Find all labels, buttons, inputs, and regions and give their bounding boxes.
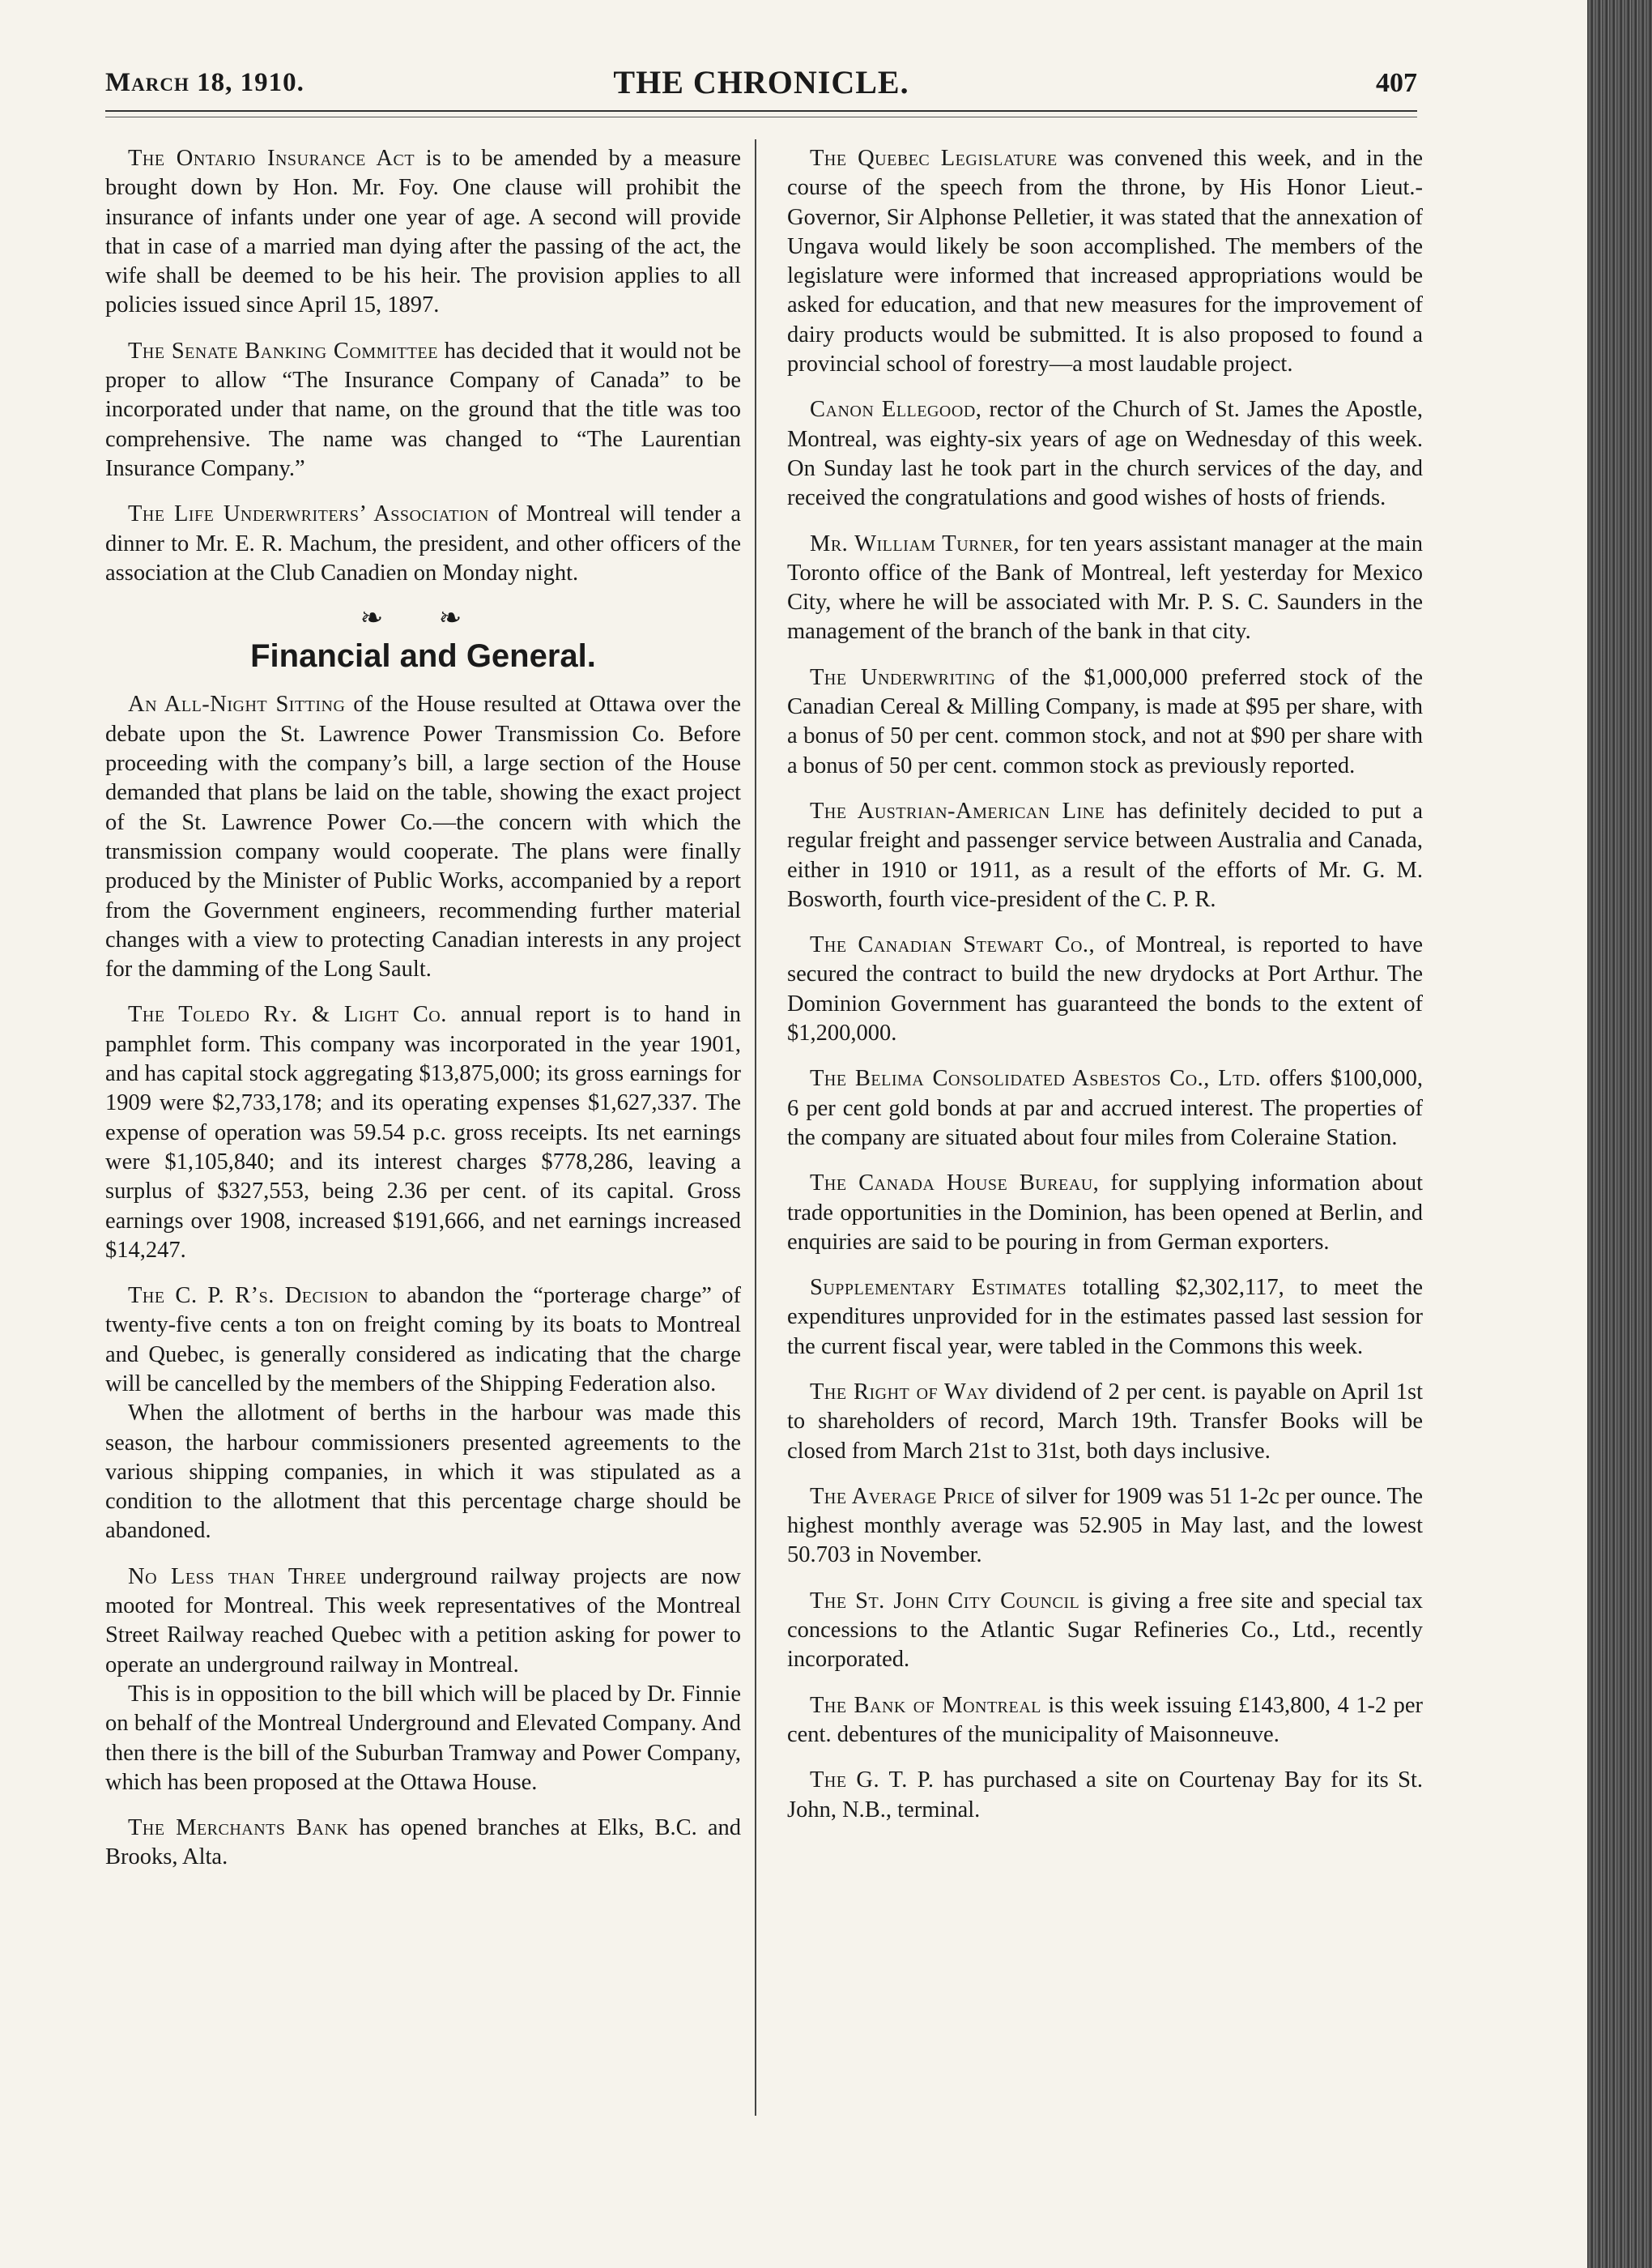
financial-general-items <box>105 690 741 1872</box>
news-item <box>105 1000 741 1265</box>
news-item <box>787 1273 1423 1362</box>
page-header <box>105 63 1417 104</box>
news-item-lead: Supplementary Estimates <box>810 1275 1067 1301</box>
news-item-text: offers $100,000, 6 per cent gold bonds at par and accrued interest. The properties of the company are situated about four miles from Coleraine Station. <box>787 1066 1423 1150</box>
news-item <box>105 1399 741 1545</box>
news-item <box>787 1064 1423 1153</box>
news-item-lead: An All-Night Sitting <box>128 692 346 718</box>
news-item-text: of the House resulted at Ottawa over the debate upon the St. Lawrence Power Transmission Co. Before proceeding with the company’s bill, a large section of the House demanded that plans be laid on the table, showing the exact project of the St. Lawrence Power Co.—the concern with which the transmission company would cooperate. The plans were finally produced by the Minister of Public Works, accompanied by a report from the Government engineers, recommending further material changes with a view to protecting Canadian interests in any project for the damming of the Long Sault. <box>105 692 741 983</box>
left-column-items <box>105 144 741 588</box>
right-column <box>787 144 1423 1841</box>
news-item-text: This is in opposition to the bill which will be placed by Dr. Finnie on behalf of the Montreal Underground and Elevated Company. And then there is the bill of the Suburban Tramway and Power Company, which has been proposed at the Ottawa House. <box>105 1681 741 1795</box>
news-item-lead: The Merchants Bank <box>128 1815 349 1841</box>
news-item-text: of Montreal will tender a dinner to Mr. E. R. Machum, the president, and other officers of the association at the Club Canadien on Monday night. <box>105 501 741 586</box>
book-page-edges <box>1587 0 1652 2268</box>
news-item-lead: The C. P. R’s. Decision <box>128 1283 369 1309</box>
section-ornament: ❧ ❧ <box>360 603 487 634</box>
news-item-lead: The Belima Consolidated Asbestos Co., Ltd. <box>810 1066 1262 1092</box>
news-item-text: has decided that it would not be proper to allow “The Insurance Company of Canada” to be incorporated under that name, on the ground that the title was too comprehensive. The name was changed to “The Laurentian Insurance Company.” <box>105 338 741 481</box>
news-item <box>787 797 1423 914</box>
issue-date: March 18, 1910. <box>105 68 304 97</box>
news-item-text: When the allotment of berths in the harbour was made this season, the harbour commissioners presented agreements to the various shipping companies, in which it was stipulated as a condition to the allotment that this percentage charge should be abandoned. <box>105 1400 741 1544</box>
news-item <box>787 1766 1423 1825</box>
news-item <box>105 690 741 984</box>
news-item-text: of Montreal, is reported to have secured the contract to build the new drydocks at Port Arthur. The Dominion Government has guaranteed the bonds to the extent of $1,200,000. <box>787 932 1423 1047</box>
news-item-lead: The Quebec Legislature <box>810 146 1058 171</box>
header-rule-thick <box>105 110 1417 112</box>
news-item-lead: The Senate Banking Committee <box>128 338 438 364</box>
left-column <box>105 144 741 1889</box>
news-item-lead: The Toledo Ry. & Light Co. <box>128 1002 447 1028</box>
section-title: Financial and General. <box>250 638 596 675</box>
news-item-text: for supplying information about trade opportunities in the Dominion, has been opened at Berlin, and enquiries are said to be pouring in from German exporters. <box>787 1170 1424 1255</box>
news-item <box>105 337 741 484</box>
news-item <box>787 395 1423 513</box>
news-item-text: of silver for 1909 was 51 1-2c per ounce. The highest monthly average was 52.905 in May last, and the lowest 50.703 in November. <box>787 1483 1423 1568</box>
news-item-lead: The Average Price <box>810 1483 995 1509</box>
news-item-lead: The Ontario Insurance Act <box>128 146 415 171</box>
masthead-title: THE CHRONICLE. <box>613 64 909 100</box>
news-item-text: is this week issuing £143,800, 4 1-2 per cent. debentures of the municipality of Maisonneuve. <box>787 1692 1423 1747</box>
news-item <box>787 530 1423 647</box>
news-item <box>105 1814 741 1873</box>
news-item-text: has opened branches at Elks, B.C. and Brooks, Alta. <box>105 1815 741 1870</box>
news-item <box>105 1562 741 1680</box>
news-item-text: is to be amended by a measure brought down by Hon. Mr. Foy. One clause will prohibit the insurance of infants under one year of age. A second will provide that in case of a married man dying after the passing of the act, the wife shall be deemed to be his heir. The provision applies to all policies issued since April 15, 1897. <box>105 146 741 318</box>
news-item <box>787 144 1423 379</box>
news-item-text: has definitely decided to put a regular freight and passenger service between Australia and Canada, either in 1910 or 1911, as a result of the efforts of Mr. G. M. Bosworth, fourth vice-president of the C. P. R. <box>787 798 1424 912</box>
news-item-lead: The Right of Way <box>810 1379 990 1405</box>
news-item-text: has purchased a site on Courtenay Bay for its St. John, N.B., terminal. <box>787 1767 1423 1823</box>
right-column-items <box>787 144 1423 1825</box>
news-item-text: for ten years assistant manager at the main Toronto office of the Bank of Montreal, left yesterday for Mexico City, where he will be associated with Mr. P. S. C. Saunders in the management of the branch of the bank in that city. <box>787 531 1423 645</box>
news-item-text: is giving a free site and special tax concessions to the Atlantic Sugar Refineries Co., Ltd., recently incorporated. <box>787 1588 1423 1673</box>
news-item-lead: The Canada House Bureau, <box>810 1170 1100 1196</box>
column-divider <box>755 139 756 2116</box>
news-item-lead: The St. John City Council <box>810 1588 1080 1614</box>
news-item-lead: Mr. William Turner, <box>810 531 1020 556</box>
news-item-text: underground railway projects are now mooted for Montreal. This week representatives of the Montreal Street Railway reached Quebec with a petition asking for power to operate an underground railway in Montreal. <box>105 1563 741 1678</box>
news-item <box>105 1281 741 1399</box>
news-item-text: was convened this week, and in the course of the speech from the throne, by His Honor Lieut.- Governor, Sir Alphonse Pelletier, it was stated that the annexation of Ungava would likely be soon accomplished. The members of the legislature were informed that increased appropriations would be asked for education, and that new measures for the improvement of dairy products would be submitted. It is also proposed to found a provincial school of forestry—a most laudable project. <box>787 146 1423 377</box>
news-item-lead: No Less than Three <box>128 1563 347 1589</box>
news-item <box>787 1482 1423 1571</box>
page-number: 407 <box>1376 68 1417 98</box>
news-item <box>105 500 741 588</box>
news-item-lead: The Underwriting <box>810 664 996 690</box>
news-item-lead: The Austrian-American Line <box>810 798 1105 824</box>
news-item <box>105 144 741 321</box>
news-item-text: annual report is to hand in pamphlet form. This company was incorporated in the year 1901, and has capital stock aggregating $13,875,000; its gross earnings for 1909 were $2,733,178; and its operating expenses $1,627,337. The expense of operation was 59.54 p.c. gross receipts. Its net earnings were $1,105,840; and its interest charges $778,286, leaving a surplus of $327,553, being 2.36 per cent. of its capital. Gross earnings over 1908, increased $191,666, and net earnings increased $14,247. <box>105 1002 741 1263</box>
news-item-text: of the $1,000,000 preferred stock of the Canadian Cereal & Milling Company, is made at $95 per share, with a bonus of 50 per cent. common stock, and not at $90 per share with a bonus of 50 per cent. common stock as previously reported. <box>787 664 1423 778</box>
news-item-text: totalling $2,302,117, to meet the expenditures unprovided for in the estimates passed last session for the current fiscal year, were tabled in the Commons this week. <box>787 1275 1423 1359</box>
news-item <box>787 1378 1423 1466</box>
news-item-lead: Canon Ellegood, <box>810 397 982 423</box>
news-item-lead: The G. T. P. <box>810 1767 935 1793</box>
news-item <box>787 1587 1423 1675</box>
news-item <box>787 1169 1423 1257</box>
news-item-text: dividend of 2 per cent. is payable on April 1st to shareholders of record, March 19th. Transfer Books will be closed from March 21st to 31st, both days inclusive. <box>787 1379 1423 1464</box>
news-item-text: to abandon the “porterage charge” of twenty-five cents a ton on freight coming by its boats to Montreal and Quebec, is generally considered as indicating that the charge will be cancelled by the members of the Shipping Federation also. <box>105 1283 741 1396</box>
news-item <box>105 1680 741 1797</box>
news-item <box>787 663 1423 781</box>
news-item-lead: The Bank of Montreal <box>810 1692 1041 1718</box>
news-item <box>787 1691 1423 1750</box>
news-item-lead: The Life Underwriters’ Association <box>128 501 489 527</box>
news-item-lead: The Canadian Stewart Co., <box>810 932 1096 958</box>
news-item-text: rector of the Church of St. James the Apostle, Montreal, was eighty-six years of age on Wednesday of this week. On Sunday last he took part in the church services of the day, and received the congratulations and good wishes of hosts of friends. <box>787 397 1423 511</box>
news-item <box>787 931 1423 1048</box>
